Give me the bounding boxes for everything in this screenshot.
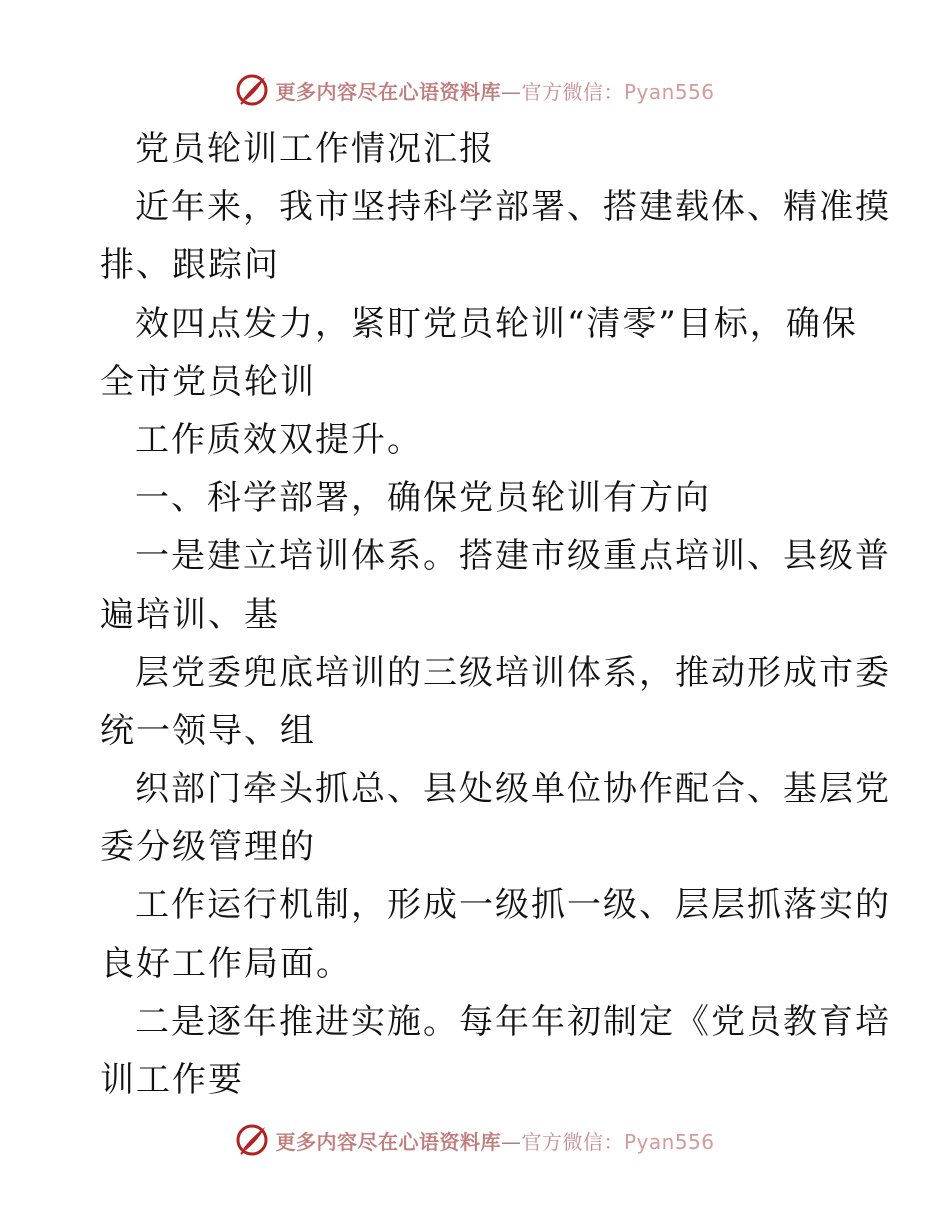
- quill-logo-icon: [235, 73, 269, 107]
- paragraph-line: 一、科学部署，确保党员轮训有方向: [135, 478, 711, 519]
- paragraph-line: 训工作要: [100, 1060, 244, 1100]
- paragraph-line: 统一领导、组: [100, 710, 316, 751]
- watermark-wechat-id: Pyan556: [623, 1129, 715, 1154]
- watermark-dash: —: [500, 79, 522, 104]
- paragraph-line: 遍培训、基: [100, 594, 280, 635]
- paragraph-line: 近年来，我市坚持科学部署、搭建载体、精准摸: [135, 187, 891, 228]
- paragraph-line: 良好工作局面。: [100, 943, 352, 984]
- watermark-brand: 更多内容尽在心语资料库: [275, 1129, 501, 1154]
- paragraph-line: 二是逐年推进实施。每年年初制定《党员教育培: [135, 1001, 891, 1042]
- paragraph-line: 工作运行机制，形成一级抓一级、层层抓落实的: [135, 885, 891, 926]
- paragraph-line: 全市党员轮训: [100, 361, 316, 402]
- paragraph-line: 效四点发力，紧盯党员轮训“清零”目标，确保: [135, 303, 858, 344]
- paragraph-line: 委分级管理的: [100, 827, 316, 868]
- watermark-dash: —: [500, 1129, 522, 1154]
- quill-logo-icon: [235, 1123, 269, 1157]
- paragraph-line: 层党委兜底培训的三级培训体系，推动形成市委: [135, 652, 891, 693]
- footer-watermark: [0, 1120, 950, 1160]
- paragraph-line: 排、跟踪问: [100, 245, 280, 286]
- watermark-text: [275, 1126, 714, 1155]
- watermark-wechat-id: Pyan556: [623, 79, 715, 104]
- watermark-wechat-label: 官方微信：: [521, 1129, 624, 1154]
- paragraph-line: 织部门牵头抓总、县处级单位协作配合、基层党: [135, 769, 891, 810]
- document-title: 党员轮训工作情况汇报: [135, 129, 495, 169]
- paragraph-line: 工作质效双提升。: [135, 419, 423, 460]
- watermark-text: [275, 76, 714, 105]
- document-body: [100, 120, 891, 1109]
- watermark-brand: 更多内容尽在心语资料库: [275, 79, 501, 104]
- watermark-wechat-label: 官方微信：: [521, 79, 624, 104]
- header-watermark: [0, 70, 950, 110]
- paragraph-line: 一是建立培训体系。搭建市级重点培训、县级普: [135, 536, 891, 577]
